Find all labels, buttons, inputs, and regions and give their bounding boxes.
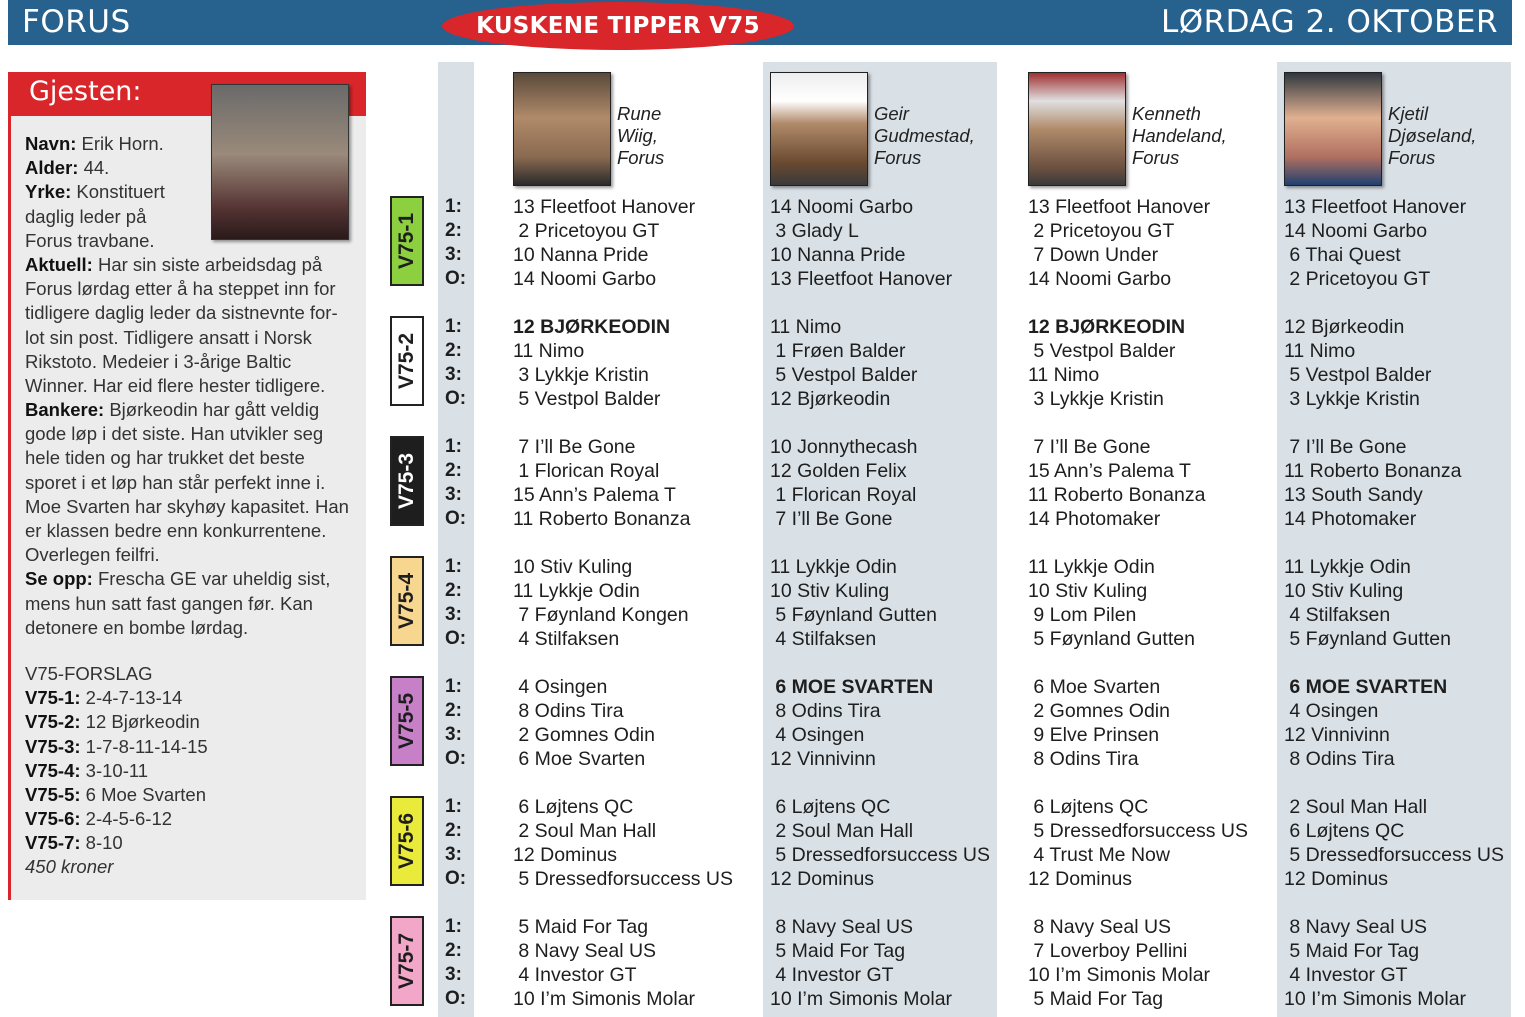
pick-entry: 10 Jonnythecash xyxy=(770,436,918,458)
pick-entry: 6 Løjtens QC xyxy=(770,796,891,818)
pick-entry: 11 Roberto Bonanza xyxy=(1284,460,1462,482)
forslag-label: V75-3: xyxy=(25,735,81,757)
pick-entry: 10 Nanna Pride xyxy=(770,244,906,266)
race-label-box xyxy=(390,196,424,286)
header-left-title: FORUS xyxy=(22,4,131,40)
pick-entry: 1 Florican Royal xyxy=(770,484,917,506)
pick-entry: 4 Stilfaksen xyxy=(513,628,620,650)
pick-entry: 3 Lykkje Kristin xyxy=(513,364,649,386)
guest-text xyxy=(25,132,355,880)
pick-entry: 1 Frøen Balder xyxy=(770,340,906,362)
tipster-name xyxy=(874,103,975,169)
guest-text-line xyxy=(25,398,355,422)
position-marker: O: xyxy=(445,988,467,1009)
pick-entry: 5 Dressedforsuccess US xyxy=(1284,844,1504,866)
tipster-name-line: Rune xyxy=(617,103,662,124)
position-marker: 3: xyxy=(445,484,462,505)
forslag-line xyxy=(25,686,355,710)
guest-value: Rikstoto. Medeier i 3-årige Baltic xyxy=(25,350,292,372)
guest-title: Gjesten: xyxy=(29,76,142,107)
guest-text-line xyxy=(25,301,355,325)
pick-entry: 3 Lykkje Kristin xyxy=(1284,388,1420,410)
pick-entry: 11 Nimo xyxy=(1028,364,1100,386)
guest-text-line xyxy=(25,253,355,277)
pick-entry: 2 Pricetoyou GT xyxy=(1284,268,1431,290)
guest-label: Yrke: xyxy=(25,181,72,203)
forslag-line xyxy=(25,831,355,855)
position-marker: 3: xyxy=(445,724,462,745)
pick-entry: 2 Pricetoyou GT xyxy=(513,220,660,242)
tipster-name-line: Djøseland, xyxy=(1388,125,1477,146)
pick-entry: 6 MOE SVARTEN xyxy=(770,676,934,698)
guest-text-line xyxy=(25,180,205,204)
guest-value: 44. xyxy=(78,157,110,179)
forslag-price: 450 kroner xyxy=(25,856,114,878)
guest-text-line xyxy=(25,592,355,616)
guest-value: sporet i et løp han står perfekt inne i. xyxy=(25,471,326,493)
forslag-label: V75-2: xyxy=(25,711,81,733)
pick-entry: 11 Roberto Bonanza xyxy=(1028,484,1206,506)
tipster-name xyxy=(1388,103,1476,169)
pick-entry: 6 Løjtens QC xyxy=(1284,820,1405,842)
guest-text-line xyxy=(25,446,355,470)
pick-entry: 4 Investor GT xyxy=(513,964,637,986)
guest-label: Alder: xyxy=(25,157,79,179)
pick-entry: 4 Osingen xyxy=(770,724,865,746)
guest-text-line xyxy=(25,374,355,398)
pick-entry: 4 Stilfaksen xyxy=(1284,604,1391,626)
pick-entry: 6 Thai Quest xyxy=(1284,244,1401,266)
guest-value: Forus travbane. xyxy=(25,229,155,251)
forslag-line xyxy=(25,735,355,759)
pick-entry: 2 Pricetoyou GT xyxy=(1028,220,1175,242)
guest-panel xyxy=(8,72,366,900)
pick-entry: 6 Moe Svarten xyxy=(1028,676,1161,698)
guest-value: Konstituert xyxy=(71,181,165,203)
guest-value: lot sin post. Tidligere ansatt i Norsk xyxy=(25,326,312,348)
position-marker: 1: xyxy=(445,916,462,937)
pick-entry: 2 Soul Man Hall xyxy=(770,820,914,842)
tipster-name-line: Geir xyxy=(874,103,909,124)
forslag-value: 2-4-7-13-14 xyxy=(80,687,183,709)
pick-entry: 4 Investor GT xyxy=(770,964,894,986)
guest-value: hele tiden og har trukket det beste xyxy=(25,447,305,469)
pick-entry: 10 Stiv Kuling xyxy=(513,556,633,578)
position-marker: O: xyxy=(445,268,467,289)
forslag-label: V75-5: xyxy=(25,783,81,805)
race-label-box xyxy=(390,316,424,406)
pick-entry: 5 Føynland Gutten xyxy=(770,604,937,626)
race-label-text: V75-1 xyxy=(395,212,419,270)
guest-value: tidligere daglig leder da sistnevnte for- xyxy=(25,302,338,324)
guest-text-line xyxy=(25,495,355,519)
pick-entry: 13 Fleetfoot Hanover xyxy=(1028,196,1211,218)
pick-entry: 8 Navy Seal US xyxy=(1028,916,1172,938)
pick-entry: 3 Glady L xyxy=(770,220,859,242)
guest-text-line xyxy=(25,471,355,495)
guest-label: Se opp: xyxy=(25,568,93,590)
pick-entry: 11 Lykkje Odin xyxy=(1028,556,1155,578)
forslag-label: V75-6: xyxy=(25,808,81,830)
pick-entry: 11 Lykkje Odin xyxy=(513,580,640,602)
forslag-line xyxy=(25,807,355,831)
position-marker: 1: xyxy=(445,436,462,457)
pick-entry: 6 Moe Svarten xyxy=(513,748,646,770)
position-marker: 2: xyxy=(445,940,462,961)
guest-text-line xyxy=(25,422,355,446)
pick-entry: 5 Vestpol Balder xyxy=(1284,364,1432,386)
guest-text-line xyxy=(25,616,355,640)
pick-entry: 11 Nimo xyxy=(1284,340,1356,362)
forslag-line xyxy=(25,759,355,783)
position-marker: O: xyxy=(445,628,467,649)
pick-entry: 13 Fleetfoot Hanover xyxy=(513,196,696,218)
race-label-text: V75-3 xyxy=(395,452,419,510)
pick-entry: 10 Stiv Kuling xyxy=(770,580,890,602)
pick-entry: 7 I’ll Be Gone xyxy=(513,436,636,458)
pick-entry: 10 I’m Simonis Molar xyxy=(513,988,696,1010)
position-marker: 2: xyxy=(445,580,462,601)
pick-entry: 12 Dominus xyxy=(1028,868,1133,890)
guest-value: mens hun satt fast gangen før. Kan xyxy=(25,592,313,614)
guest-text-line xyxy=(25,519,355,543)
pick-entry: 5 Maid For Tag xyxy=(1028,988,1164,1010)
pick-entry: 4 Osingen xyxy=(513,676,608,698)
pick-entry: 8 Odins Tira xyxy=(513,700,624,722)
tipster-name-line: Kjetil xyxy=(1388,103,1429,124)
pick-entry: 9 Elve Prinsen xyxy=(1028,724,1160,746)
guest-value: gode løp i det siste. Han utvikler seg xyxy=(25,423,324,445)
race-label-box xyxy=(390,796,424,886)
pick-entry: 12 Bjørkeodin xyxy=(1284,316,1405,338)
pick-entry: 12 BJØRKEODIN xyxy=(513,316,671,338)
pick-entry: 4 Trust Me Now xyxy=(1028,844,1170,866)
tipster-photo xyxy=(770,72,868,186)
pick-entry: 15 Ann’s Palema T xyxy=(513,484,676,506)
pick-entry: 5 Føynland Gutten xyxy=(1284,628,1451,650)
tipster-name-line: Forus xyxy=(874,147,922,168)
race-label-box xyxy=(390,676,424,766)
forslag-label: V75-4: xyxy=(25,759,81,781)
pick-entry: 11 Roberto Bonanza xyxy=(513,508,691,530)
pick-entry: 8 Odins Tira xyxy=(770,700,881,722)
forslag-value: 12 Bjørkeodin xyxy=(80,711,200,733)
pick-entry: 5 Maid For Tag xyxy=(1284,940,1420,962)
pick-entry: 5 Dressedforsuccess US xyxy=(770,844,990,866)
pick-entry: 11 Nimo xyxy=(770,316,842,338)
tipster-name-line: Forus xyxy=(617,147,665,168)
pick-entry: 8 Navy Seal US xyxy=(513,940,657,962)
pick-entry: 12 Dominus xyxy=(770,868,875,890)
pick-entry: 12 Golden Felix xyxy=(770,460,907,482)
tipster-name xyxy=(617,103,664,169)
guest-value: Frescha GE var uheldig sist, xyxy=(92,568,331,590)
pick-entry: 2 Gomnes Odin xyxy=(1028,700,1170,722)
guest-text-line xyxy=(25,156,355,180)
position-marker: 2: xyxy=(445,220,462,241)
forslag-value: 2-4-5-6-12 xyxy=(80,808,173,830)
position-marker: O: xyxy=(445,388,467,409)
pick-entry: 1 Florican Royal xyxy=(513,460,660,482)
race-label-box xyxy=(390,436,424,526)
pick-entry: 4 Investor GT xyxy=(1284,964,1408,986)
position-marker: 3: xyxy=(445,244,462,265)
guest-text-line xyxy=(25,205,205,229)
pick-entry: 13 South Sandy xyxy=(1284,484,1423,506)
position-marker: 2: xyxy=(445,460,462,481)
forslag-value: 3-10-11 xyxy=(80,759,149,781)
pick-entry: 6 MOE SVARTEN xyxy=(1284,676,1448,698)
header-center-badge xyxy=(442,2,794,50)
pick-entry: 5 Maid For Tag xyxy=(770,940,906,962)
guest-value: Erik Horn. xyxy=(76,133,164,154)
guest-label: Aktuell: xyxy=(25,253,93,275)
pick-entry: 2 Soul Man Hall xyxy=(1284,796,1428,818)
tipster-name xyxy=(1132,103,1227,169)
pick-entry: 12 Vinnivinn xyxy=(1284,724,1390,746)
race-label-box xyxy=(390,916,424,1006)
pick-entry: 10 I’m Simonis Molar xyxy=(1284,988,1467,1010)
pick-entry: 7 I’ll Be Gone xyxy=(1284,436,1407,458)
pick-entry: 5 Vestpol Balder xyxy=(770,364,918,386)
pick-entry: 6 Løjtens QC xyxy=(513,796,634,818)
pick-entry: 15 Ann’s Palema T xyxy=(1028,460,1191,482)
guest-value: Overlegen feilfri. xyxy=(25,544,160,566)
tipster-name-line: Forus xyxy=(1388,147,1436,168)
pick-entry: 5 Føynland Gutten xyxy=(1028,628,1195,650)
forslag-label: V75-7: xyxy=(25,832,81,854)
position-marker: 3: xyxy=(445,364,462,385)
position-marker: 1: xyxy=(445,796,462,817)
guest-label: Navn: xyxy=(25,133,77,154)
pick-entry: 7 Føynland Kongen xyxy=(513,604,689,626)
position-marker: 1: xyxy=(445,316,462,337)
header-bar xyxy=(8,0,1512,45)
pick-entry: 12 Dominus xyxy=(513,844,618,866)
forslag-value: 6 Moe Svarten xyxy=(80,783,206,805)
position-marker: 1: xyxy=(445,196,462,217)
forslag-line xyxy=(25,710,355,734)
guest-value: Moe Svarten har skyhøy kapasitet. Han xyxy=(25,495,349,517)
forslag-title: V75-FORSLAG xyxy=(25,662,153,684)
position-marker: 1: xyxy=(445,676,462,697)
pick-entry: 9 Lom Pilen xyxy=(1028,604,1137,626)
position-marker: 3: xyxy=(445,604,462,625)
position-marker: O: xyxy=(445,508,467,529)
guest-label: Bankere: xyxy=(25,399,105,421)
race-label-text: V75-6 xyxy=(395,812,419,870)
pick-entry: 5 Vestpol Balder xyxy=(513,388,661,410)
pick-entry: 8 Odins Tira xyxy=(1028,748,1139,770)
position-marker: 3: xyxy=(445,964,462,985)
pick-entry: 14 Noomi Garbo xyxy=(1284,220,1428,242)
pick-entry: 13 Fleetfoot Hanover xyxy=(770,268,953,290)
tipster-name-line: Gudmestad, xyxy=(874,125,975,146)
forslag-value: 8-10 xyxy=(80,832,123,854)
position-marker: 2: xyxy=(445,820,462,841)
pick-entry: 10 I’m Simonis Molar xyxy=(770,988,953,1010)
tipster-photo xyxy=(513,72,611,186)
guest-text-line xyxy=(25,567,355,591)
guest-value: er klassen bedre enn konkurrentene. xyxy=(25,520,327,541)
forslag-line xyxy=(25,783,355,807)
race-label-box xyxy=(390,556,424,646)
pick-entry: 8 Navy Seal US xyxy=(1284,916,1428,938)
guest-value: Forus lørdag etter å ha steppet inn for xyxy=(25,278,336,300)
race-label-text: V75-7 xyxy=(395,932,419,990)
tipster-name-line: Kenneth xyxy=(1132,103,1201,124)
pick-entry: 5 Dressedforsuccess US xyxy=(1028,820,1248,842)
guest-text-line xyxy=(25,277,355,301)
pick-entry: 2 Soul Man Hall xyxy=(513,820,657,842)
pick-entry: 11 Nimo xyxy=(513,340,585,362)
race-label-text: V75-2 xyxy=(395,332,419,390)
guest-text-line xyxy=(25,326,355,350)
tipster-name-line: Forus xyxy=(1132,147,1180,168)
guest-value: detonere en bombe lørdag. xyxy=(25,616,249,638)
pick-entry: 11 Lykkje Odin xyxy=(1284,556,1411,578)
pick-entry: 12 BJØRKEODIN xyxy=(1028,316,1186,338)
forslag-label: V75-1: xyxy=(25,687,81,709)
pick-entry: 10 Stiv Kuling xyxy=(1284,580,1404,602)
tipster-photo xyxy=(1284,72,1382,186)
pick-entry: 10 Stiv Kuling xyxy=(1028,580,1148,602)
pick-entry: 11 Lykkje Odin xyxy=(770,556,897,578)
pick-entry: 2 Gomnes Odin xyxy=(513,724,655,746)
pick-entry: 8 Navy Seal US xyxy=(770,916,914,938)
pick-entry: 3 Lykkje Kristin xyxy=(1028,388,1164,410)
position-marker: 1: xyxy=(445,556,462,577)
pick-entry: 7 Down Under xyxy=(1028,244,1159,266)
pick-entry: 6 Løjtens QC xyxy=(1028,796,1149,818)
tipster-name-line: Handeland, xyxy=(1132,125,1227,146)
race-label-text: V75-5 xyxy=(395,692,419,750)
pick-entry: 4 Stilfaksen xyxy=(770,628,877,650)
pick-entry: 14 Noomi Garbo xyxy=(770,196,914,218)
guest-text-line xyxy=(25,350,355,374)
position-marker: 2: xyxy=(445,340,462,361)
guest-value: Bjørkeodin har gått veldig xyxy=(104,399,320,421)
guest-value: Har sin siste arbeidsdag på xyxy=(92,253,323,275)
position-marker: 3: xyxy=(445,844,462,865)
header-date: LØRDAG 2. OKTOBER xyxy=(1160,4,1498,40)
pick-entry: 12 Dominus xyxy=(1284,868,1389,890)
guest-text-line xyxy=(25,229,205,253)
pick-entry: 13 Fleetfoot Hanover xyxy=(1284,196,1467,218)
pick-entry: 12 Vinnivinn xyxy=(770,748,876,770)
pick-entry: 10 I’m Simonis Molar xyxy=(1028,964,1211,986)
tipster-photo xyxy=(1028,72,1126,186)
pick-entry: 4 Osingen xyxy=(1284,700,1379,722)
pick-entry: 12 Bjørkeodin xyxy=(770,388,891,410)
header-center-title: KUSKENE TIPPER V75 xyxy=(476,13,760,39)
guest-value: daglig leder på xyxy=(25,205,147,227)
pick-entry: 5 Dressedforsuccess US xyxy=(513,868,733,890)
pick-entry: 14 Photomaker xyxy=(1284,508,1417,530)
position-marker: O: xyxy=(445,748,467,769)
position-marker: O: xyxy=(445,868,467,889)
pick-entry: 5 Maid For Tag xyxy=(513,916,649,938)
pick-entry: 7 I’ll Be Gone xyxy=(1028,436,1151,458)
pick-entry: 8 Odins Tira xyxy=(1284,748,1395,770)
pick-entry: 10 Nanna Pride xyxy=(513,244,649,266)
pick-entry: 14 Photomaker xyxy=(1028,508,1161,530)
guest-value: Winner. Har eid flere hester tidligere. xyxy=(25,374,326,396)
guest-text-line xyxy=(25,132,355,156)
guest-spacer xyxy=(25,640,355,662)
forslag-value: 1-7-8-11-14-15 xyxy=(80,735,208,757)
tipster-name-line: Wiig, xyxy=(617,125,658,146)
pick-entry: 5 Vestpol Balder xyxy=(1028,340,1176,362)
race-label-text: V75-4 xyxy=(395,572,419,630)
pick-entry: 14 Noomi Garbo xyxy=(1028,268,1172,290)
pick-entry: 7 Loverboy Pellini xyxy=(1028,940,1188,962)
guest-text-line xyxy=(25,543,355,567)
position-marker: 2: xyxy=(445,700,462,721)
pick-entry: 7 I’ll Be Gone xyxy=(770,508,893,530)
pick-entry: 14 Noomi Garbo xyxy=(513,268,657,290)
